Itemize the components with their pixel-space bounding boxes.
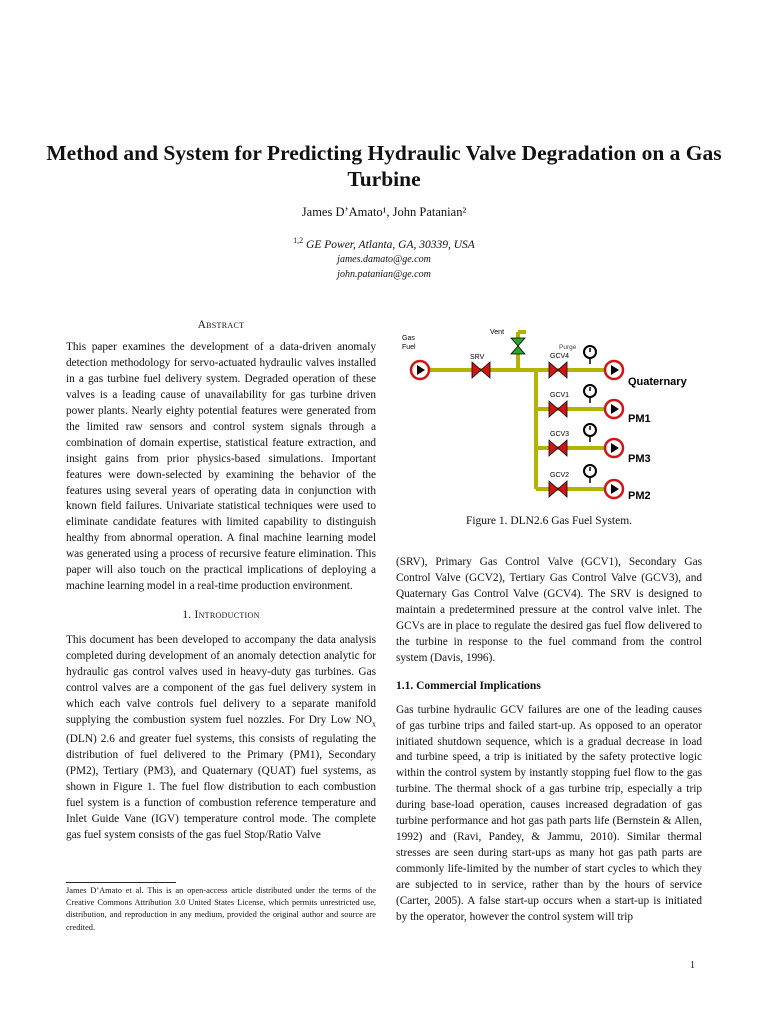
- right-column: [396, 555, 702, 926]
- pm1-label: PM1: [628, 413, 651, 425]
- affiliation: [0, 236, 768, 251]
- gcv2-valve-icon: [549, 481, 567, 497]
- footnote-rule: [66, 882, 176, 883]
- affiliation-text: GE Power, Atlanta, GA, 30339, USA: [306, 238, 475, 251]
- gas-fuel-label-1: Gas: [402, 335, 415, 342]
- email-1[interactable]: james.damato@ge.com: [337, 254, 431, 265]
- gcv1-valve-icon: [549, 401, 567, 417]
- gauge-pm3-icon: [584, 424, 596, 442]
- introduction-text-a: This document has been developed to accompany the data analysis completed during development of an anomaly detection analytic for hydraulic gas control valves used in heavy-duty gas turbines. Gas control valves are a component of the gas fuel delivery system in which each valve controls fuel delivery to a separate manifold supplying the combustion system fuel nozzles. For Dry Low NO: [66, 634, 376, 726]
- page-number: 1: [690, 960, 695, 971]
- pm2-outlet-icon: [605, 480, 623, 498]
- gas-fuel-inlet-icon: [411, 361, 429, 379]
- introduction-text-b: (DLN) 2.6 and greater fuel systems, this consists of regulating the distribution of fuel delivered to the Primary (PM1), Secondary (PM2), Tertiary (PM3), and Quaternary (QUAT) fuel systems, as shown in Figure 1. The fuel flow distribution to each combustion fuel system is a function of combustion reference temperature and Inlet Guide Vane (IGV) temperature control mode. The complete gas fuel system consists of the gas fuel Stop/Ratio Valve: [66, 733, 376, 841]
- fuel-pipes: [424, 332, 611, 489]
- pm3-outlet-icon: [605, 439, 623, 457]
- email-2[interactable]: john.patanian@ge.com: [337, 269, 431, 280]
- quaternary-label: Quaternary: [628, 376, 687, 388]
- figure-gas-fuel-system: [396, 322, 702, 507]
- footnote: James D’Amato et al. This is an open-access article distributed under the terms of the Creative Commons Attribution 3.0 United States License, which permits unrestricted use, distribution, and reproduction in any medium, provided the original author and source are credited.: [66, 886, 376, 932]
- right-column-text: (SRV), Primary Gas Control Valve (GCV1), Secondary Gas Control Valve (GCV2), Tertiary Gas Control Valve (GCV3), and Quaternary Gas Control Valve (GCV4). The SRV is designed to maintain a predetermined pressure at the control valve inlet. The GCVs are in place to regulate the desired gas fuel flow delivered to the turbine in response to the fuel command from the control system (Davis, 1996).: [396, 556, 702, 664]
- introduction-text: [66, 633, 376, 844]
- gas-fuel-label-2: Fuel: [402, 344, 416, 351]
- pm1-outlet-icon: [605, 400, 623, 418]
- introduction-subscript: x: [372, 719, 376, 729]
- introduction-heading: 1. Introduction: [182, 609, 260, 622]
- vent-valve-icon: [511, 338, 525, 354]
- gcv4-label: GCV4: [550, 353, 570, 360]
- vent-label: Vent: [490, 329, 505, 336]
- commercial-implications-heading: 1.1. Commercial Implications: [396, 679, 541, 692]
- gcv1-label: GCV1: [550, 392, 570, 399]
- abstract-text: This paper examines the development of a data-driven anomaly detection methodology for servo-actuated hydraulic valves installed in a gas turbine fuel delivery system. Degraded operation of these valves is a leading cause of unavailability for gas turbine driven power plants. Nearly eighty potential features were generated from the limited raw sensors and control system signals through a combination of domain expertise, statistical feature extraction, and insight gains from prior physics-based simulations. Important features were down-selected by examining the behavior of the features using several years of operating data in conjunction with known field failures. Univariate statistical techniques were used to eliminate candidate features with limited capability to distinguish healthy from abnormal operation. A final machine learning model was generated using a process of recursive feature elimination. This paper will also touch on the practical implications of deploying a machine learning model in a real-time production environment.: [66, 340, 376, 593]
- gauge-quaternary-icon: [584, 346, 596, 364]
- quaternary-outlet-icon: [605, 361, 623, 379]
- gcv3-label: GCV3: [550, 431, 570, 438]
- author-list: James D’Amato¹, John Patanian²: [301, 205, 467, 219]
- abstract-heading: Abstract: [197, 319, 245, 331]
- purge-label: Purge: [559, 344, 577, 351]
- figure-caption: Figure 1. DLN2.6 Gas Fuel System.: [465, 515, 633, 527]
- left-column: [66, 318, 376, 844]
- gcv2-label: GCV2: [550, 472, 570, 479]
- pm2-label: PM2: [628, 490, 651, 502]
- commercial-implications-text: Gas turbine hydraulic GCV failures are one of the leading causes of gas turbine trips and failed start-up. As opposed to an operator initiated shutdown sequence, which is a gradual decrease in load and turbine speed, a trip is initiated by the safety protective logic within the control system by instantly stopping fuel flow to the gas turbine. The thermal shock of a gas turbine trip, especially a trip during base-load operation, causes increased degradation of gas turbine performance and hot gas path parts life (Bernstein & Allen, 1992) and (Ravi, Pandey, & Jammu, 2010). Similar thermal stresses are seen during start-ups as many hot gas path parts are commonly life-limited by the number of start cycles to which they are subjected to in service, rather than by the hours of service (Carter, 2005). A false start-up occurs when a start-up is initiated by the operator, however the control system will trip: [396, 703, 702, 924]
- paper-title: Method and System for Predicting Hydraulic Valve Degradation on a Gas Turbine: [46, 141, 722, 191]
- srv-label: SRV: [470, 354, 485, 361]
- srv-valve-icon: [472, 362, 490, 378]
- gcv3-valve-icon: [549, 440, 567, 456]
- gauge-pm2-icon: [584, 465, 596, 483]
- pm3-label: PM3: [628, 453, 651, 465]
- affiliation-mark: 1,2: [293, 236, 304, 245]
- gcv4-valve-icon: [549, 362, 567, 378]
- gauge-pm1-icon: [584, 385, 596, 403]
